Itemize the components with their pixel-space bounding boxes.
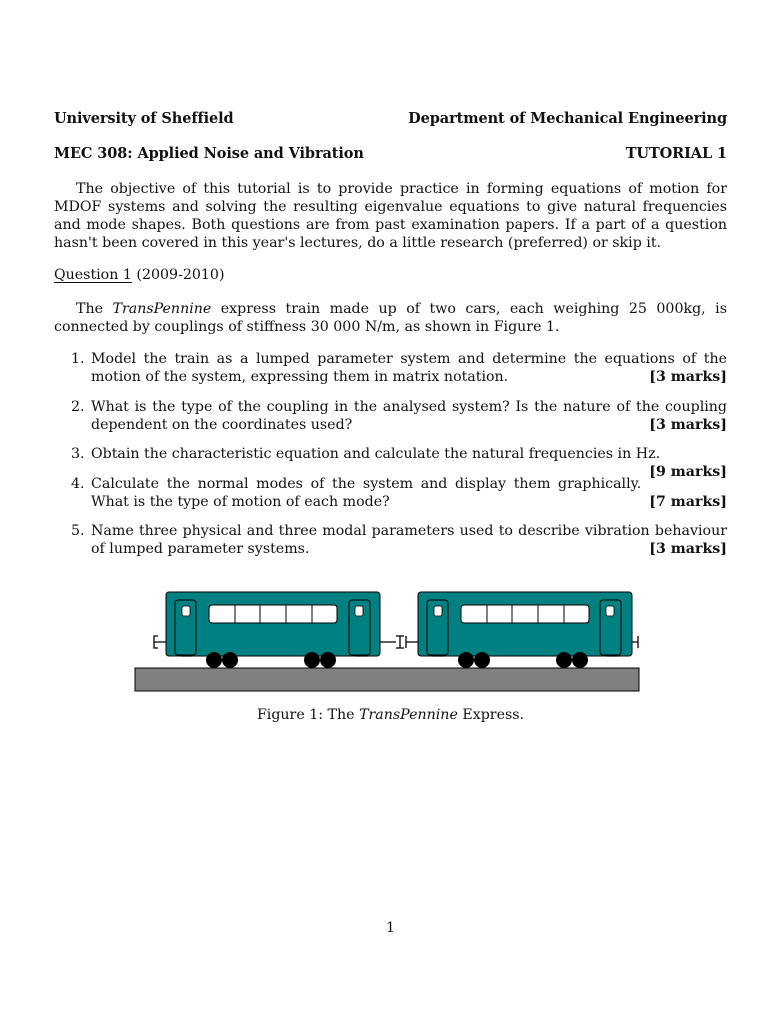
part-marks: [3 marks] — [649, 416, 727, 433]
statement-text-end: express train made up of two cars, each weighing 25 000kg, is connected by couplings of stiffness 30 000 N/m, as shown in Figure 1. — [54, 301, 727, 335]
wheel — [572, 652, 588, 668]
question-1-year: (2009-2010) — [136, 267, 225, 283]
part-number: 3. — [71, 446, 85, 462]
wheel — [304, 652, 320, 668]
figure-caption — [54, 707, 727, 723]
header-row-1 — [54, 110, 727, 127]
page-number: 1 — [385, 920, 396, 936]
course-title: MEC 308: Applied Noise and Vibration — [54, 145, 364, 162]
train-car-2 — [418, 592, 632, 668]
wheel — [556, 652, 572, 668]
question-part-2 — [54, 398, 727, 434]
wheel — [222, 652, 238, 668]
part-text: Model the train as a lumped parameter system and determine the equations of the motion of the system, expressing them in matrix notation. — [91, 351, 727, 385]
intro-paragraph: The objective of this tutorial is to provide practice in forming equations of motion for MDOF systems and solving the resulting eigenvalue equations to give natural frequencies and mode shapes. Both questions are from past examination papers. If a part of a question hasn't been covered in this year's lectures, do a little research (preferred) or skip it. — [54, 181, 727, 251]
train-car-1 — [166, 592, 380, 668]
wheel — [320, 652, 336, 668]
part-number: 4. — [71, 475, 85, 492]
question-part-1 — [54, 350, 727, 386]
part-marks: [3 marks] — [649, 369, 727, 385]
left-coupling — [154, 636, 166, 648]
part-text: What is the type of the coupling in the analysed system? Is the nature of the coupling dependent on the coordinates used? — [91, 398, 727, 433]
track — [135, 668, 639, 691]
caption-train-name: TransPennine — [359, 707, 458, 723]
wheel — [474, 652, 490, 668]
door-window — [606, 606, 614, 616]
part-marks: [3 marks] — [649, 541, 727, 557]
train-figure — [134, 590, 642, 696]
part-number: 2. — [71, 398, 85, 415]
side-windows — [461, 605, 589, 623]
question-part-4 — [54, 475, 727, 511]
question-1-label: Question 1 — [54, 267, 132, 283]
question-1-heading — [54, 267, 225, 283]
train-name: TransPennine — [112, 301, 212, 317]
question-part-5 — [54, 522, 727, 558]
part-text: Calculate the normal modes of the system and display them graphically. What is the type of motion of each mode? — [91, 475, 642, 510]
university-name: University of Sheffield — [54, 110, 234, 127]
car-body — [166, 592, 380, 656]
tutorial-label: TUTORIAL 1 — [625, 145, 727, 162]
caption-start: Figure 1: The — [256, 707, 360, 723]
door-window — [355, 606, 363, 616]
side-windows — [209, 605, 337, 623]
part-number: 5. — [71, 523, 85, 539]
door-window — [182, 606, 190, 616]
question-part-3 — [54, 445, 727, 480]
wheel — [206, 652, 222, 668]
wheel — [458, 652, 474, 668]
document-page — [54, 0, 727, 1024]
part-number: 1. — [71, 351, 85, 367]
department-name: Department of Mechanical Engineering — [408, 110, 727, 127]
part-marks: [7 marks] — [649, 493, 727, 510]
header-row-2 — [54, 145, 727, 162]
question-1-statement — [54, 300, 727, 336]
caption-end: Express. — [457, 707, 525, 723]
door-window — [434, 606, 442, 616]
statement-text-start: The — [76, 301, 113, 317]
part-text: Obtain the characteristic equation and calculate the natural frequencies in Hz. — [91, 446, 661, 462]
middle-coupling-right — [406, 636, 418, 648]
middle-coupling-left — [380, 636, 404, 648]
question-1-parts — [54, 350, 727, 570]
part-text: Name three physical and three modal parameters used to describe vibration behaviour of lumped parameter systems. — [91, 523, 727, 557]
part-marks: [9 marks] — [649, 464, 727, 480]
